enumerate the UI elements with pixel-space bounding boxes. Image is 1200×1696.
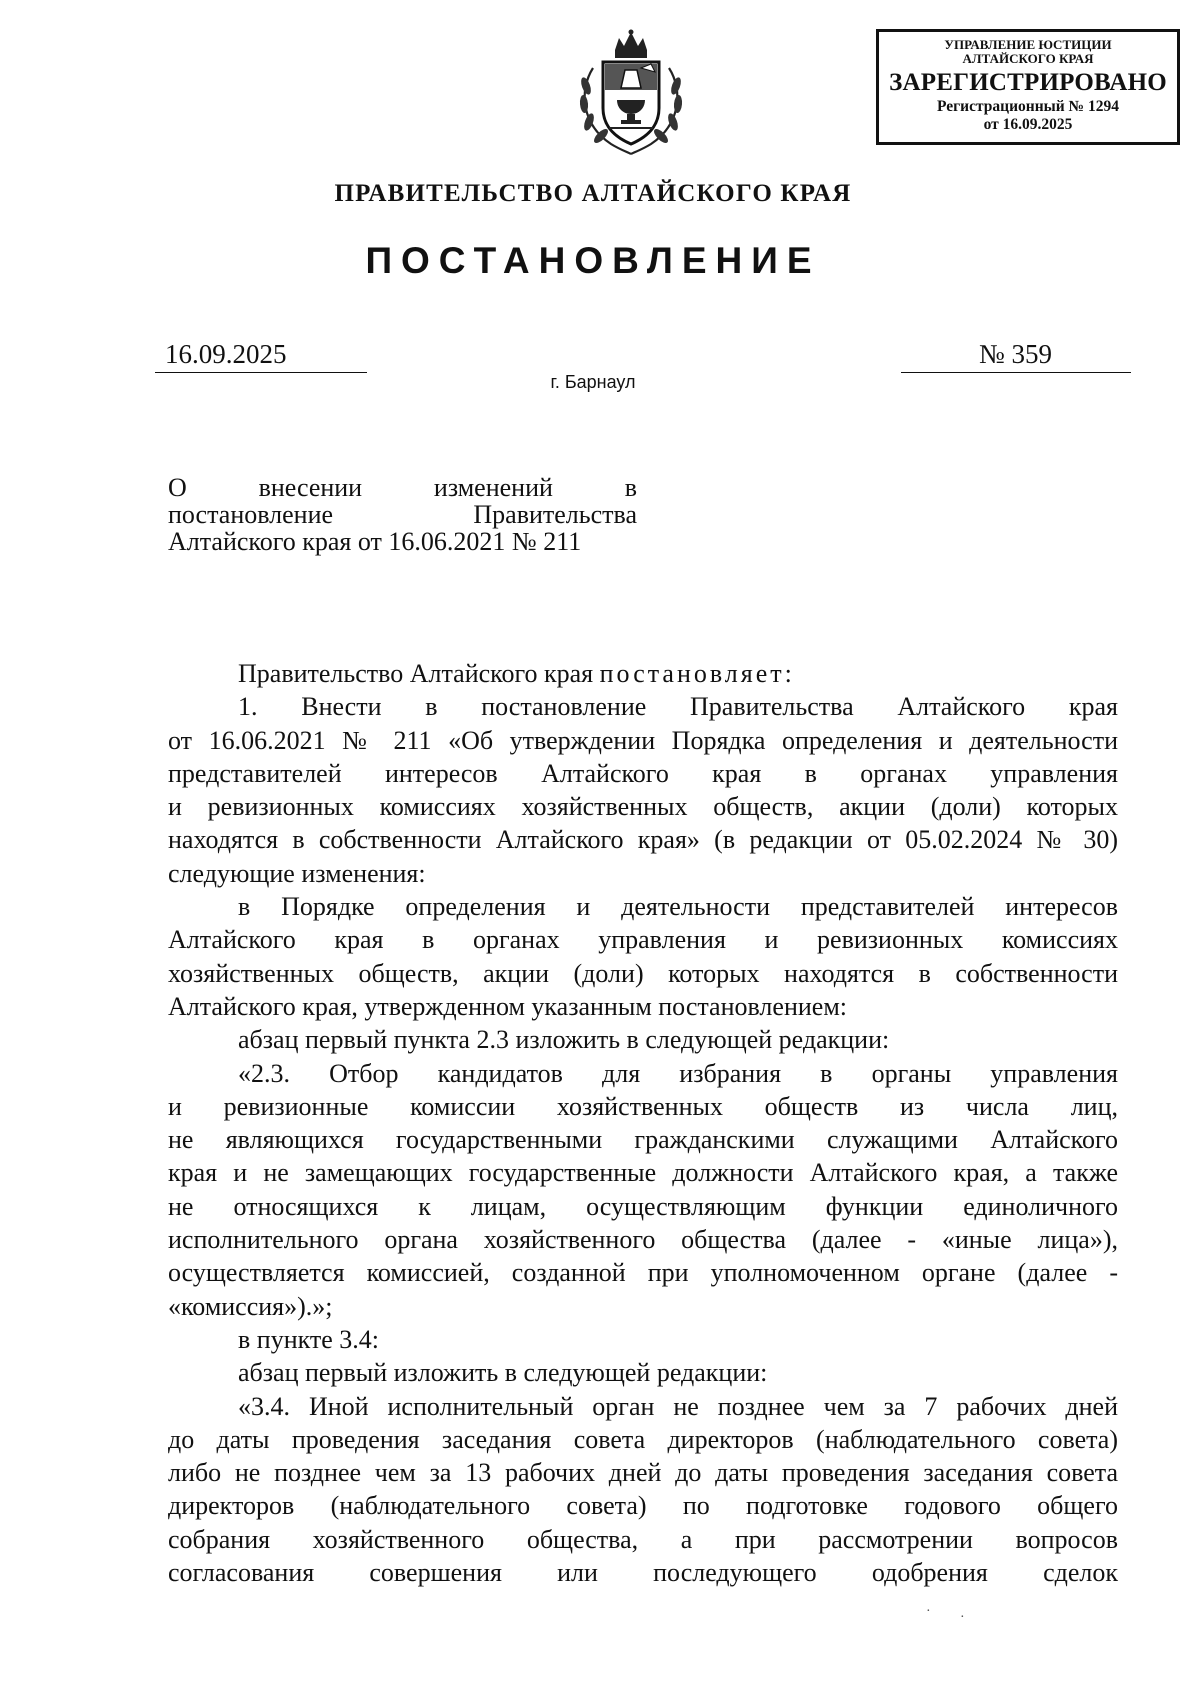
stamp-status: ЗАРЕГИСТРИРОВАНО bbox=[889, 69, 1167, 96]
body-line: собрания хозяйственного общества, а при рассмотрении вопросов bbox=[168, 1524, 1118, 1554]
body-line: Алтайского края, утвержденном указанным постановлением: bbox=[168, 991, 847, 1021]
body-line: согласования совершения или последующего одобрения сделок bbox=[168, 1558, 1118, 1588]
body-intro-verb: постановляет: bbox=[599, 659, 795, 688]
body-line: не являющихся государственными гражданскими служащими Алтайского bbox=[168, 1125, 1118, 1155]
body-line: в пункте 3.4: bbox=[238, 1324, 380, 1354]
document-type-title: ПОСТАНОВЛЕНИЕ bbox=[365, 240, 821, 281]
body-line: либо не позднее чем за 13 рабочих дней до даты проведения заседания совета bbox=[168, 1458, 1118, 1488]
subject-line: Алтайского края от 16.06.2021 № 211 bbox=[168, 527, 582, 556]
body-line: Алтайского края в органах управления и ревизионных комиссиях bbox=[168, 925, 1118, 955]
stamp-registration-date: от 16.09.2025 bbox=[983, 116, 1073, 133]
body-line: исполнительного органа хозяйственного общества (далее - «иные лица»), bbox=[168, 1225, 1118, 1255]
body-line: и ревизионных комиссиях хозяйственных обществ, акции (доли) которых bbox=[168, 792, 1118, 822]
body-line: не относящихся к лицам, осуществляющим функции единоличного bbox=[168, 1191, 1118, 1221]
body-line: находятся в собственности Алтайского края» (в редакции от 05.02.2024 № 30) bbox=[168, 825, 1118, 855]
decree-date: 16.09.2025 bbox=[155, 337, 367, 373]
scan-artifact-dot: · bbox=[960, 1610, 965, 1625]
registration-stamp bbox=[876, 29, 1180, 145]
coat-of-arms-emblem bbox=[571, 28, 691, 160]
body-line: представителей интересов Алтайского края в органах управления bbox=[168, 758, 1118, 788]
decree-city: г. Барнаул bbox=[550, 372, 636, 392]
subject-line: постановление Правительства bbox=[168, 500, 637, 529]
body-line: хозяйственных обществ, акции (доли) которых находятся в собственности bbox=[168, 958, 1118, 988]
body-line: следующие изменения: bbox=[168, 858, 426, 888]
body-line: до даты проведения заседания совета директоров (наблюдательного совета) bbox=[168, 1424, 1118, 1454]
body-line: в Порядке определения и деятельности представителей интересов bbox=[238, 892, 1118, 922]
subject-line: О внесении изменений в bbox=[168, 473, 637, 502]
body-line: «комиссия»).»; bbox=[168, 1291, 333, 1321]
scan-artifact-dot: · bbox=[926, 1604, 931, 1619]
stamp-registration-number: Регистрационный № 1294 bbox=[937, 98, 1119, 115]
body-line: осуществляется комиссией, созданной при уполномоченном органе (далее - bbox=[168, 1258, 1118, 1288]
body-line: от 16.06.2021 № 211 «Об утверждении Порядка определения и деятельности bbox=[168, 725, 1118, 755]
body-intro-text: Правительство Алтайского края bbox=[238, 659, 600, 688]
body-line: абзац первый изложить в следующей редакции: bbox=[238, 1358, 768, 1388]
body-line: «2.3. Отбор кандидатов для избрания в органы управления bbox=[238, 1058, 1118, 1088]
body-line: директоров (наблюдательного совета) по подготовке годового общего bbox=[168, 1491, 1118, 1521]
government-name: ПРАВИТЕЛЬСТВО АЛТАЙСКОГО КРАЯ bbox=[334, 180, 852, 207]
stamp-organization-line1: УПРАВЛЕНИЕ ЮСТИЦИИ bbox=[944, 37, 1112, 52]
decree-subject bbox=[168, 474, 637, 555]
body-intro bbox=[168, 657, 1118, 690]
body-line: «3.4. Иной исполнительный орган не позднее чем за 7 рабочих дней bbox=[238, 1391, 1118, 1421]
stamp-organization-line2: АЛТАЙСКОГО КРАЯ bbox=[962, 51, 1094, 66]
body-line: 1. Внести в постановление Правительства Алтайского края bbox=[238, 692, 1118, 722]
body-line: и ревизионные комиссии хозяйственных обществ из числа лиц, bbox=[168, 1091, 1118, 1121]
body-line: края и не замещающих государственные должности Алтайского края, а также bbox=[168, 1158, 1118, 1188]
body-line: абзац первый пункта 2.3 изложить в следующей редакции: bbox=[238, 1025, 890, 1055]
decree-body bbox=[168, 657, 1118, 1589]
decree-number: № 359 bbox=[901, 337, 1131, 373]
